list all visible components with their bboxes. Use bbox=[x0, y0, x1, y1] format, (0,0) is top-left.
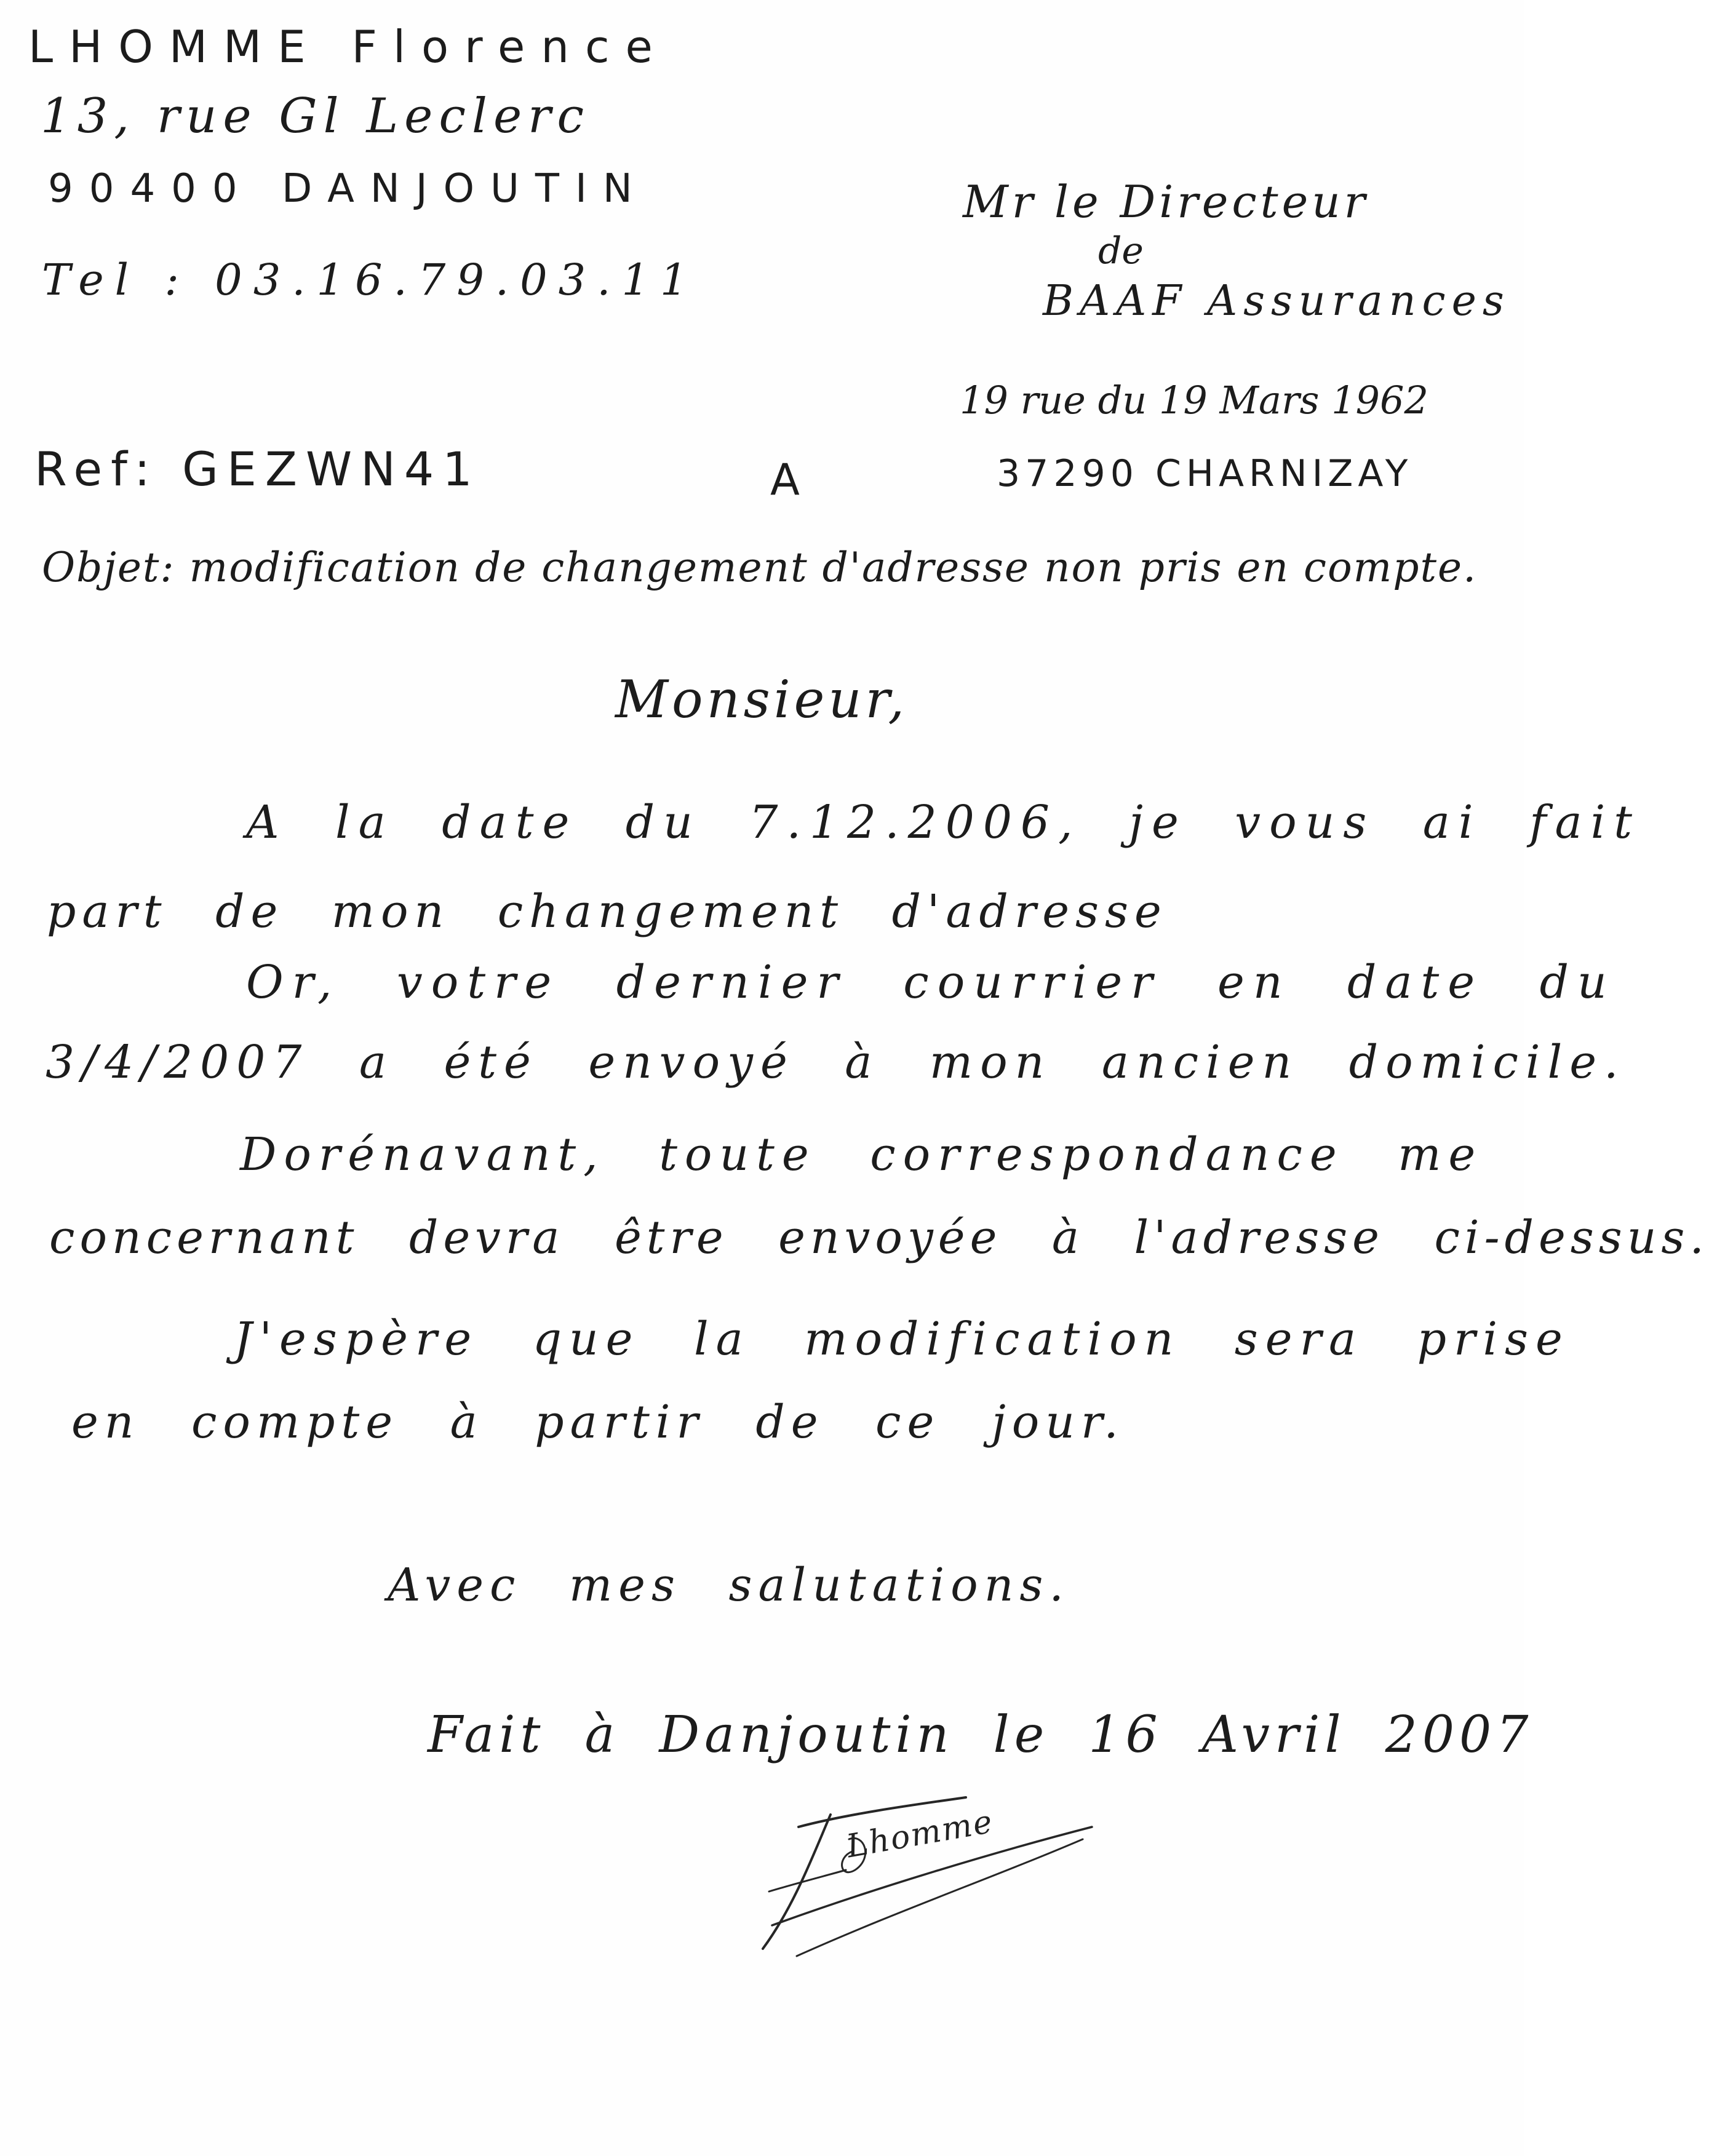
subject-line: Objet: modification de changement d'adresse non pris en compte. bbox=[42, 544, 1478, 591]
signature bbox=[738, 1784, 1095, 1968]
sender-street: 13, rue Gl Leclerc bbox=[41, 89, 591, 144]
signature-name: Lhomme bbox=[843, 1803, 997, 1866]
signature-strokes-icon bbox=[738, 1784, 1095, 1968]
place-date: Fait à Danjoutin le 16 Avril 2007 bbox=[428, 1706, 1534, 1764]
recipient-a-mark: A bbox=[770, 455, 800, 505]
sender-postal-city: 90400 DANJOUTIN bbox=[48, 166, 648, 212]
sender-name: LHOMME Florence bbox=[28, 21, 669, 73]
recipient-title: Mr le Directeur bbox=[963, 176, 1369, 228]
body-line: 3/4/2007 a été envoyé à mon ancien domicile. bbox=[46, 1036, 1626, 1089]
body-line: Or, votre dernier courrier en date du bbox=[246, 956, 1615, 1009]
recipient-company: BAAF Assurances bbox=[1043, 277, 1510, 325]
recipient-de: de bbox=[1098, 229, 1144, 272]
closing-line: Avec mes salutations. bbox=[388, 1559, 1070, 1612]
sender-phone: Tel : 03.16.79.03.11 bbox=[42, 255, 699, 305]
body-line: J'espère que la modification sera prise bbox=[234, 1313, 1570, 1366]
salutation: Monsieur, bbox=[615, 669, 909, 730]
body-line: en compte à partir de ce jour. bbox=[71, 1396, 1125, 1449]
body-line: part de mon changement d'adresse bbox=[47, 885, 1168, 938]
reference: Ref: GEZWN41 bbox=[34, 442, 481, 496]
body-line: Dorénavant, toute correspondance me bbox=[240, 1128, 1483, 1181]
body-line: concernant devra être envoyée à l'adresse ci-dessus. bbox=[49, 1211, 1709, 1264]
recipient-postal-city: 37290 CHARNIZAY bbox=[997, 452, 1413, 495]
recipient-street: 19 rue du 19 Mars 1962 bbox=[960, 378, 1428, 423]
body-line: A la date du 7.12.2006, je vous ai fait bbox=[246, 796, 1641, 849]
